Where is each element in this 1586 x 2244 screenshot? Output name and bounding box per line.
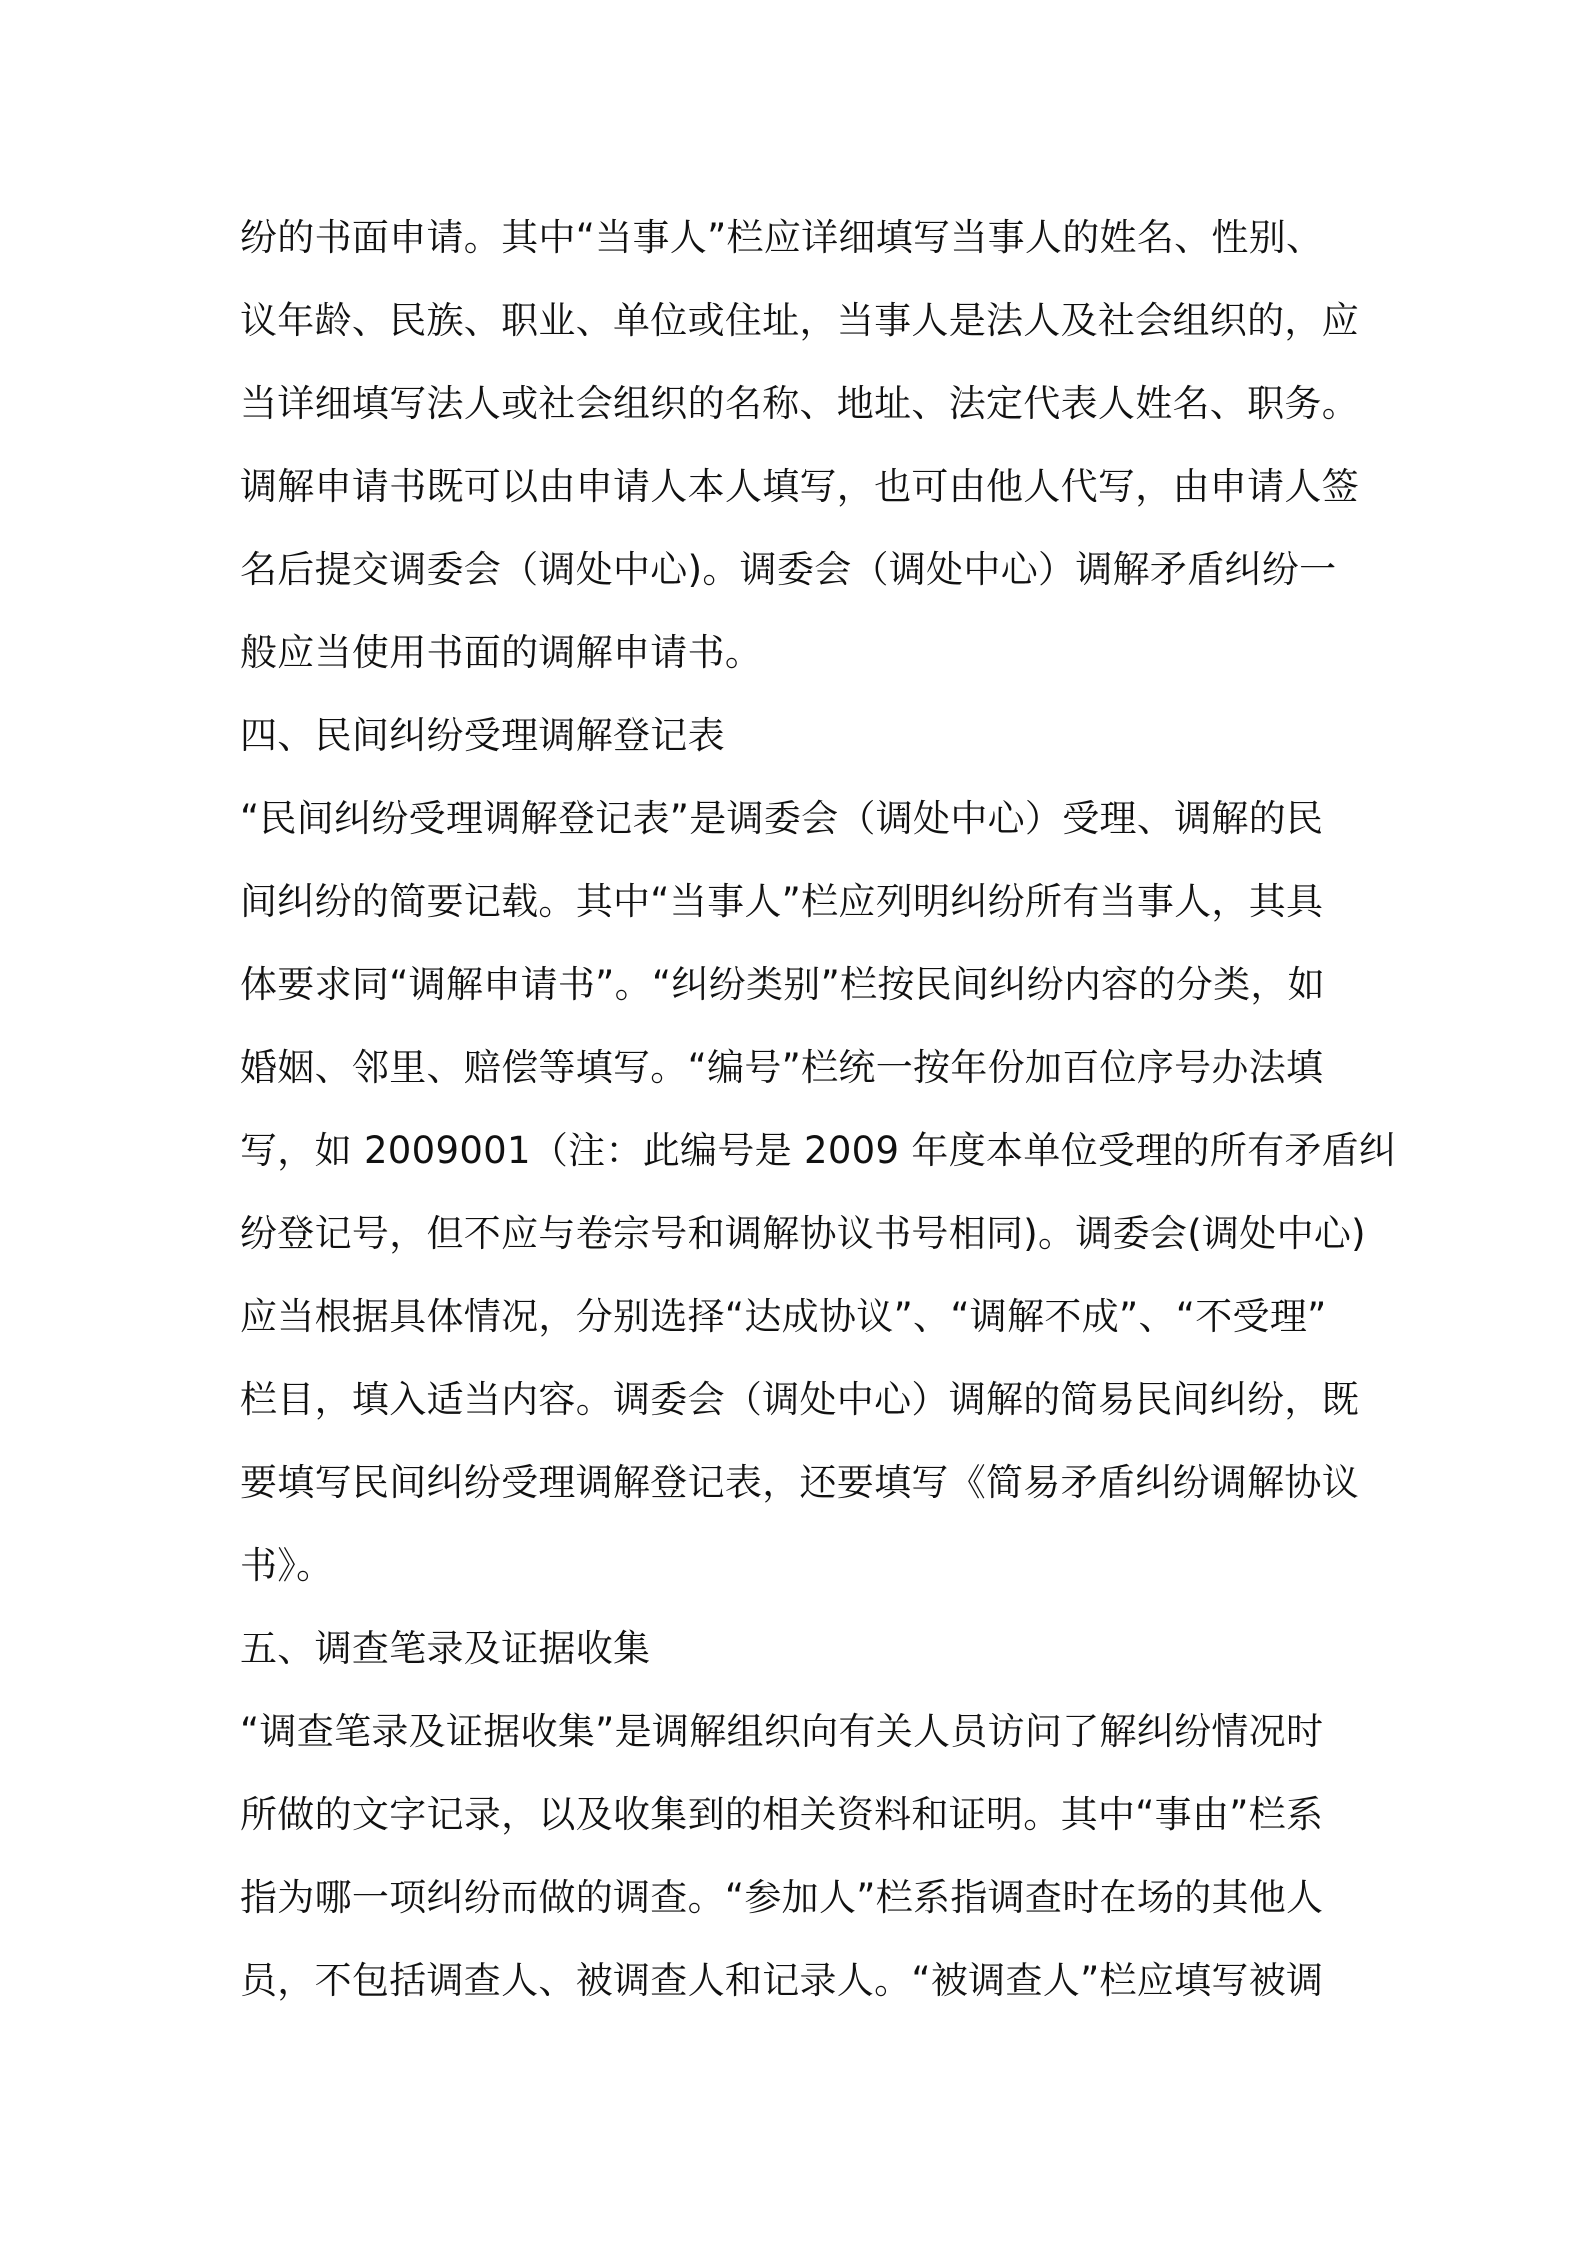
text-line: “民间纠纷受理调解登记表”是调委会（调处中心）受理、调解的民 <box>240 797 1324 840</box>
text-line: 间纠纷的简要记载。其中“当事人”栏应列明纠纷所有当事人，其具 <box>240 880 1324 923</box>
text-line: 婚姻、邻里、赔偿等填写。“编号”栏统一按年份加百位序号办法填 <box>240 1046 1324 1089</box>
text-line: 般应当使用书面的调解申请书。 <box>240 631 763 674</box>
section-heading: 五、调查笔录及证据收集 <box>240 1627 651 1670</box>
text-line: 应当根据具体情况，分别选择“达成协议”、“调解不成”、“不受理” <box>240 1295 1327 1338</box>
text-line: 名后提交调委会（调处中心)。调委会（调处中心）调解矛盾纠纷一 <box>240 548 1337 591</box>
text-line: 员，不包括调查人、被调查人和记录人。“被调查人”栏应填写被调 <box>240 1959 1324 2002</box>
text-line: 议年龄、民族、职业、单位或住址，当事人是法人及社会组织的，应 <box>240 299 1359 342</box>
text-line: 调解申请书既可以由申请人本人填写，也可由他人代写，由申请人签 <box>240 465 1359 508</box>
text-line: 当详细填写法人或社会组织的名称、地址、法定代表人姓名、职务。 <box>240 382 1359 425</box>
text-line: 写，如 2009001（注：此编号是 2009 年度本单位受理的所有矛盾纠 <box>240 1129 1397 1172</box>
document-body <box>240 196 1397 2022</box>
text-line: 要填写民间纠纷受理调解登记表，还要填写《简易矛盾纠纷调解协议 <box>240 1461 1359 1504</box>
text-line: 书》。 <box>240 1544 334 1587</box>
text-line: 栏目，填入适当内容。调委会（调处中心）调解的简易民间纠纷，既 <box>240 1378 1359 1421</box>
text-line: “调查笔录及证据收集”是调解组织向有关人员访问了解纠纷情况时 <box>240 1710 1324 1753</box>
text-line: 所做的文字记录，以及收集到的相关资料和证明。其中“事由”栏系 <box>240 1793 1324 1836</box>
text-line: 指为哪一项纠纷而做的调查。“参加人”栏系指调查时在场的其他人 <box>240 1876 1324 1919</box>
text-line: 体要求同“调解申请书”。“纠纷类别”栏按民间纠纷内容的分类，如 <box>240 963 1325 1006</box>
text-line: 纷登记号，但不应与卷宗号和调解协议书号相同)。调委会(调处中心) <box>240 1212 1366 1255</box>
text-line: 纷的书面申请。其中“当事人”栏应详细填写当事人的姓名、性别、 <box>240 216 1324 259</box>
section-heading: 四、民间纠纷受理调解登记表 <box>240 714 725 757</box>
